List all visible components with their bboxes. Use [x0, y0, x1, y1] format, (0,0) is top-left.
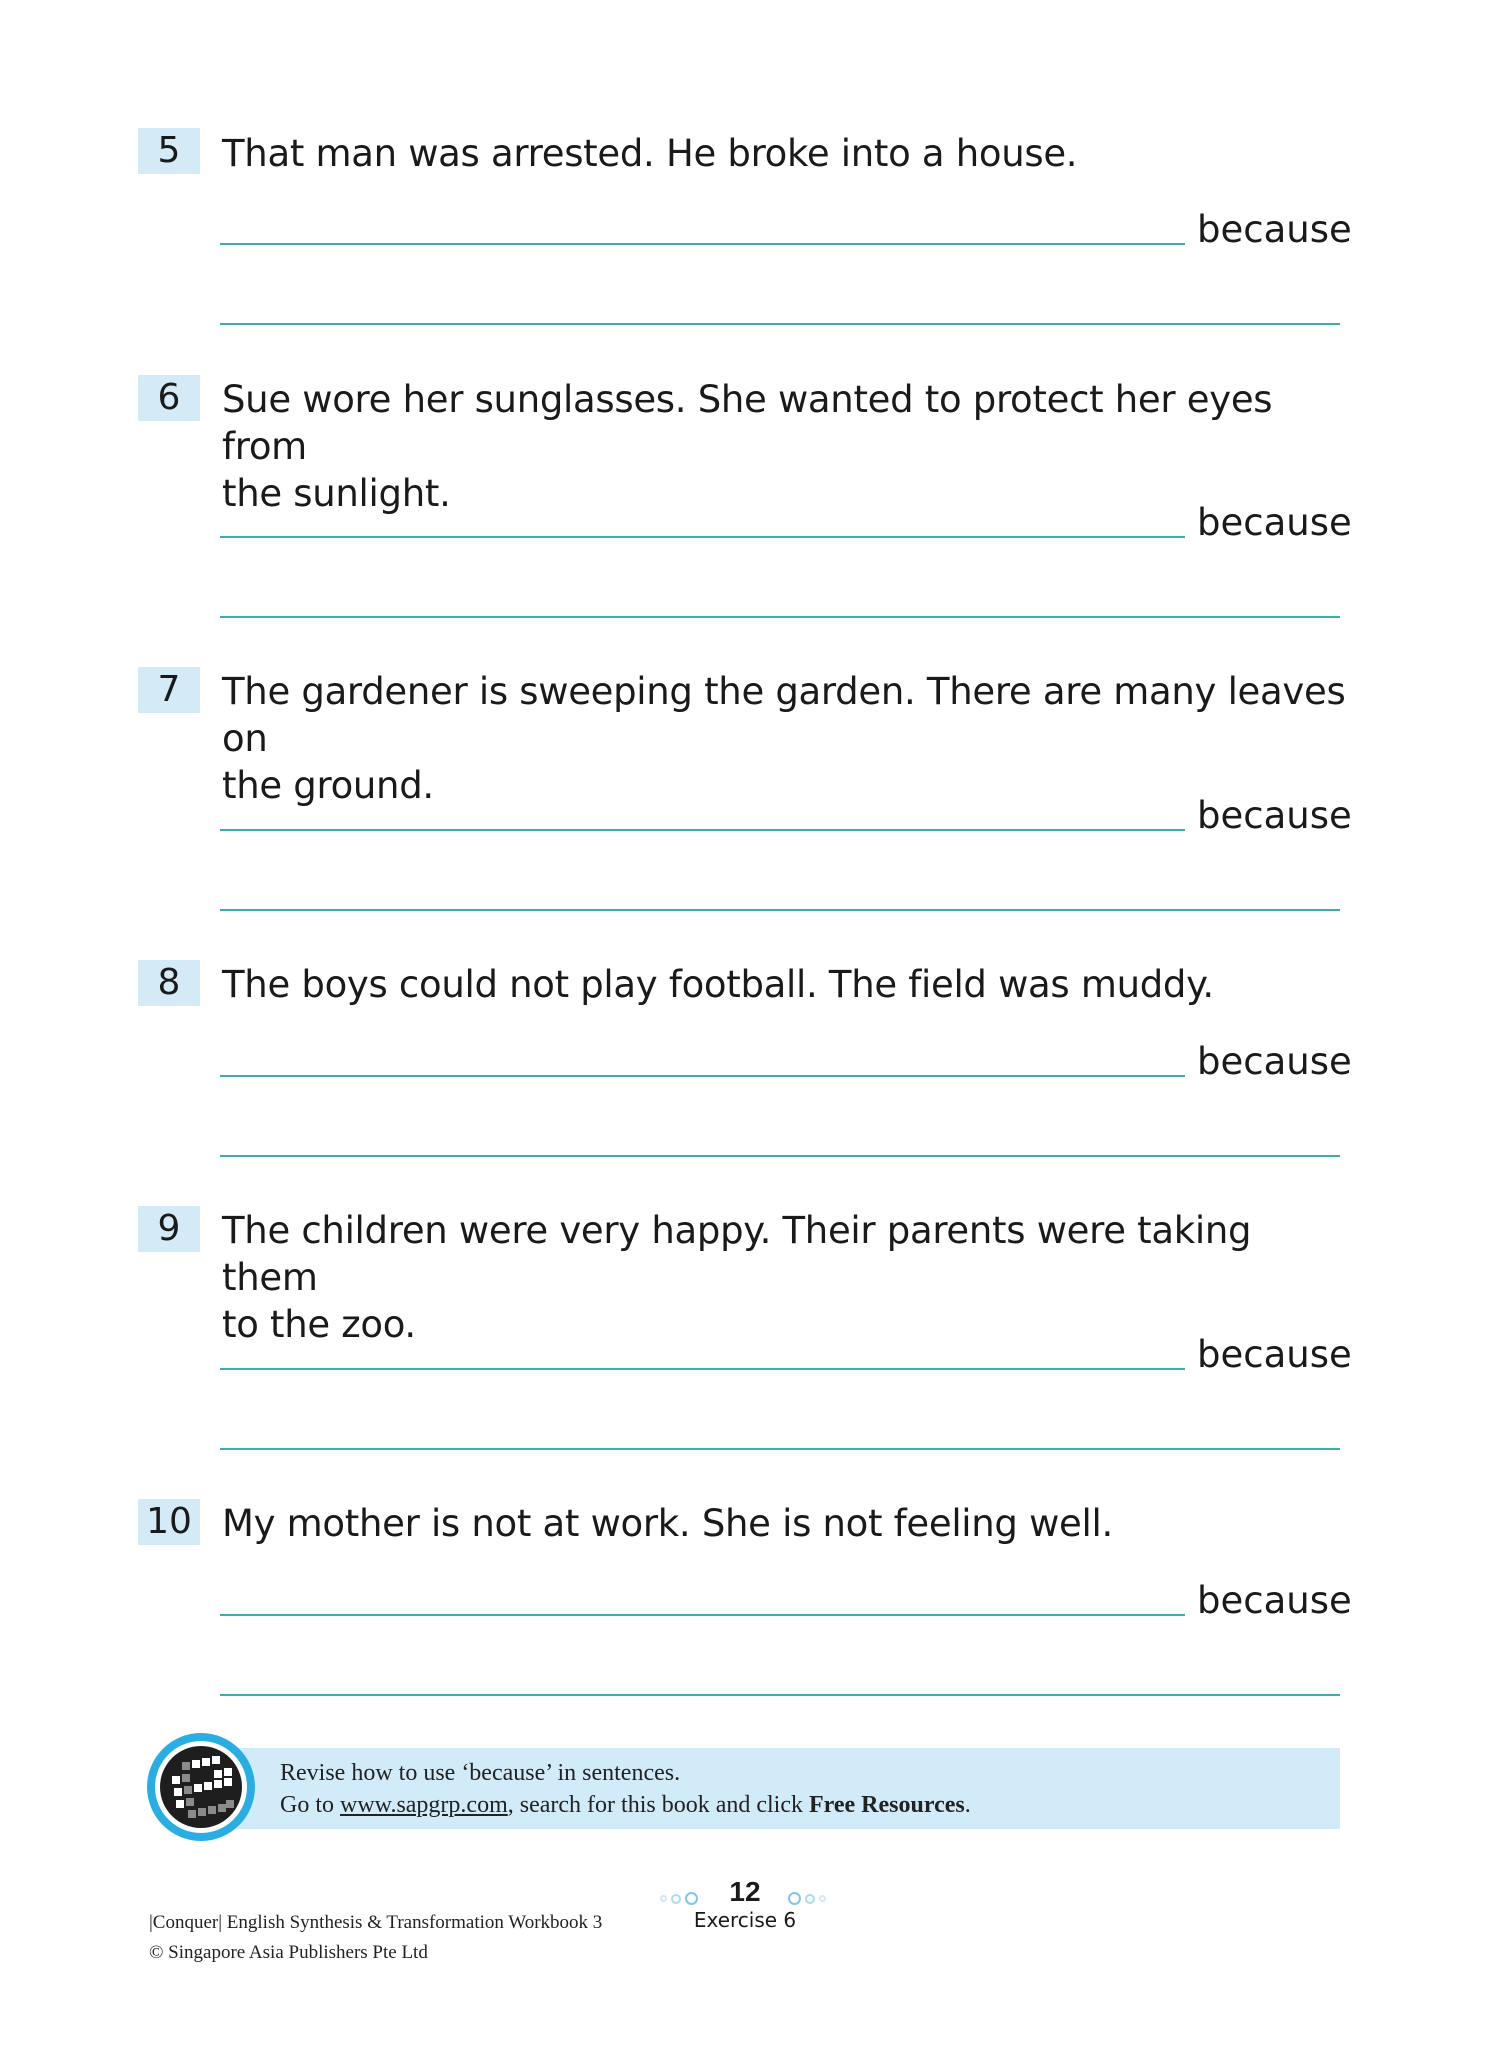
connector-word: because — [1197, 1040, 1352, 1083]
question-text-line: the ground. — [222, 764, 434, 807]
banner-text-suffix: . — [964, 1792, 971, 1818]
website-link[interactable]: www.sapgrp.com — [340, 1792, 508, 1818]
question-number: 8 — [138, 960, 200, 1006]
question-number: 9 — [138, 1206, 200, 1252]
answer-line-1[interactable] — [220, 1075, 1185, 1077]
answer-line-2[interactable] — [220, 909, 1340, 911]
question-text-line: My mother is not at work. She is not feeling well. — [222, 1502, 1113, 1545]
question-text-line: The children were very happy. Their parents were taking them — [222, 1209, 1252, 1299]
answer-line-2[interactable] — [220, 1694, 1340, 1696]
connector-word: because — [1197, 208, 1352, 251]
banner-line-1: Revise how to use ‘because’ in sentences. — [280, 1760, 681, 1786]
question-number: 6 — [138, 375, 200, 421]
question-number: 10 — [138, 1499, 200, 1545]
exercise-label: Exercise 6 — [693, 1908, 797, 1932]
question-text — [222, 1500, 1352, 1547]
page-number: 12 — [729, 1876, 761, 1907]
answer-line-1[interactable] — [220, 536, 1185, 538]
question-text — [222, 961, 1352, 1008]
answer-line-2[interactable] — [220, 616, 1340, 618]
connector-word: because — [1197, 501, 1352, 544]
answer-line-2[interactable] — [220, 1155, 1340, 1157]
page-dots-right — [786, 1888, 828, 1900]
question-text-line: The gardener is sweeping the garden. There are many leaves on — [222, 670, 1346, 760]
free-resources-label: Free Resources — [809, 1792, 965, 1818]
banner-text-prefix: Go to — [280, 1792, 340, 1818]
answer-line-1[interactable] — [220, 1614, 1185, 1616]
connector-word: because — [1197, 1333, 1352, 1376]
resources-badge-icon — [147, 1733, 255, 1841]
banner-text-middle: , search for this book and click — [507, 1792, 809, 1818]
answer-line-1[interactable] — [220, 829, 1185, 831]
banner-line-2 — [280, 1789, 971, 1821]
question-text — [222, 376, 1352, 517]
page-dots-left — [658, 1888, 700, 1900]
question-text — [222, 1207, 1352, 1348]
book-title: |Conquer| English Synthesis & Transformation Workbook 3 — [149, 1912, 603, 1933]
answer-line-1[interactable] — [220, 243, 1185, 245]
question-text-line: The boys could not play football. The field was muddy. — [222, 963, 1214, 1006]
question-text — [222, 668, 1352, 809]
question-text-line: That man was arrested. He broke into a house. — [222, 132, 1078, 175]
answer-line-1[interactable] — [220, 1368, 1185, 1370]
question-text-line: the sunlight. — [222, 472, 451, 515]
answer-line-2[interactable] — [220, 1448, 1340, 1450]
question-text — [222, 130, 1352, 177]
question-text-line: to the zoo. — [222, 1303, 416, 1346]
question-number: 7 — [138, 667, 200, 713]
answer-line-2[interactable] — [220, 323, 1340, 325]
question-number: 5 — [138, 128, 200, 174]
question-text-line: Sue wore her sunglasses. She wanted to protect her eyes from — [222, 378, 1273, 468]
connector-word: because — [1197, 1579, 1352, 1622]
copyright: © Singapore Asia Publishers Pte Ltd — [149, 1942, 428, 1963]
free-resources-banner — [194, 1748, 1340, 1829]
connector-word: because — [1197, 794, 1352, 837]
banner-text — [280, 1757, 971, 1821]
